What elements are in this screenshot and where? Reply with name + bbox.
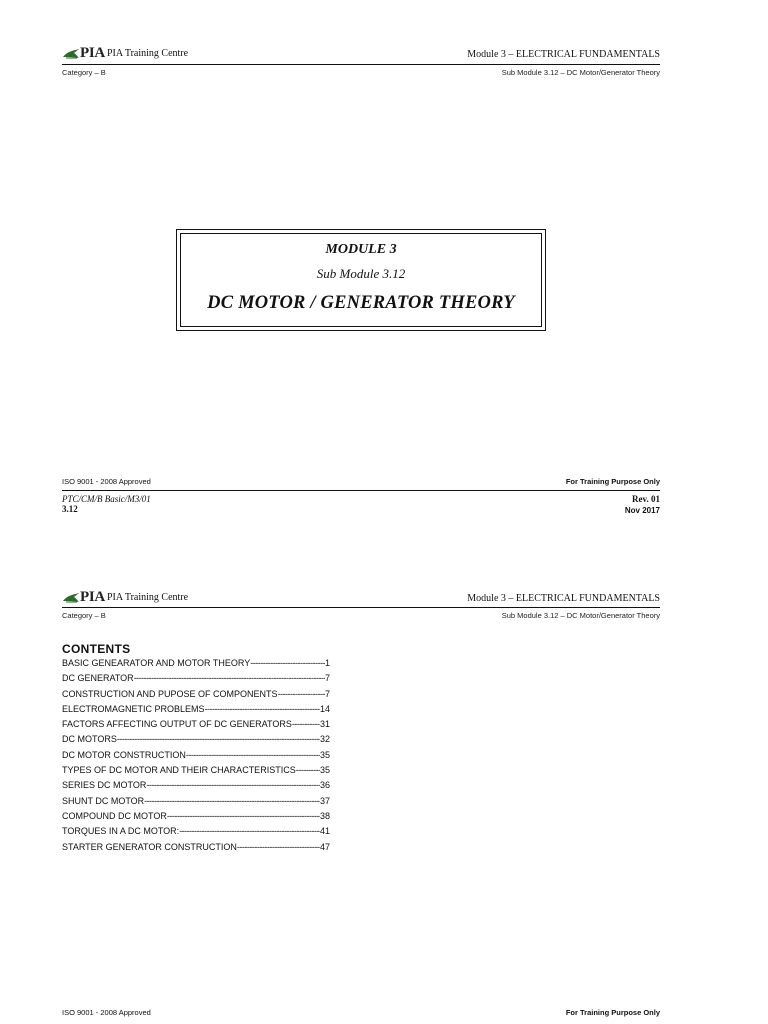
toc-item-label: CONSTRUCTION AND PUPOSE OF COMPONENTS (62, 688, 278, 699)
toc-item-label: STARTER GENERATOR CONSTRUCTION (62, 841, 237, 852)
page2-header (62, 590, 660, 606)
doc-version: 3.12 (62, 504, 78, 514)
module-title: Module 3 – ELECTRICAL FUNDAMENTALS (467, 49, 660, 60)
toc-leader (167, 809, 320, 824)
crane-logo-icon (62, 590, 80, 604)
sub-module-label: Sub Module 3.12 – DC Motor/Generator Theory (501, 68, 660, 77)
footer-rule (62, 490, 660, 491)
toc-item-page: 14 (319, 703, 330, 714)
pia-logo (62, 590, 188, 604)
toc-item[interactable] (62, 748, 330, 763)
toc-item-page: 47 (319, 841, 330, 852)
iso-label: ISO 9001 - 2008 Approved (62, 1008, 151, 1017)
toc-item[interactable] (62, 778, 330, 793)
toc-item-label: TORQUES IN A DC MOTOR: (62, 826, 180, 837)
toc-leader (250, 656, 325, 671)
toc-item-page: 41 (319, 826, 330, 837)
toc-item-label: SERIES DC MOTOR (62, 780, 147, 791)
header-rule (62, 607, 660, 608)
toc-item-label: TYPES OF DC MOTOR AND THEIR CHARACTERISTICS (62, 765, 296, 776)
toc-item-label: FACTORS AFFECTING OUTPUT OF DC GENERATORS (62, 719, 292, 730)
logo-text: PIA (80, 45, 105, 61)
logo-text: PIA (80, 589, 105, 605)
toc-item[interactable] (62, 809, 330, 824)
toc-item-label: ELECTROMAGNETIC PROBLEMS (62, 703, 205, 714)
header-rule (62, 64, 660, 65)
category-label: Category – B (62, 68, 106, 77)
toc-leader (146, 778, 320, 793)
toc-item-page: 35 (319, 765, 330, 776)
toc-item-page: 37 (319, 795, 330, 806)
toc-leader (237, 840, 320, 855)
toc-item-label: DC GENERATOR (62, 673, 134, 684)
crane-logo-icon (62, 46, 80, 60)
toc-item-page: 32 (319, 734, 330, 745)
toc-item-label: DC MOTOR CONSTRUCTION (62, 749, 186, 760)
toc-leader (144, 794, 320, 809)
toc-item-page: 7 (324, 673, 330, 684)
toc-item[interactable] (62, 763, 330, 778)
title-sub-module: Sub Module 3.12 (316, 266, 406, 281)
centre-name: PIA Training Centre (106, 592, 189, 603)
toc-leader (179, 824, 320, 839)
toc-item-page: 31 (319, 719, 330, 730)
revision-label: Rev. 01 (632, 494, 660, 504)
toc-item-label: SHUNT DC MOTOR (62, 795, 145, 806)
toc-leader (292, 717, 320, 732)
page1-subheader (62, 68, 660, 77)
pia-logo (62, 46, 188, 60)
toc-leader (134, 671, 325, 686)
toc-item[interactable] (62, 687, 330, 702)
toc-item[interactable] (62, 824, 330, 839)
page2-footer (62, 1008, 660, 1017)
toc-item-page: 35 (319, 749, 330, 760)
revision-date: Nov 2017 (624, 506, 660, 515)
purpose-label: For Training Purpose Only (565, 477, 660, 486)
toc-leader (205, 702, 320, 717)
toc-item[interactable] (62, 794, 330, 809)
contents-heading: CONTENTS (62, 642, 131, 656)
toc-item-label: COMPOUND DC MOTOR (62, 810, 167, 821)
module-title: Module 3 – ELECTRICAL FUNDAMENTALS (467, 593, 660, 604)
centre-name: PIA Training Centre (106, 48, 189, 59)
toc-leader (278, 687, 325, 702)
category-label: Category – B (62, 611, 106, 620)
iso-label: ISO 9001 - 2008 Approved (62, 477, 151, 486)
toc-leader (117, 732, 320, 747)
toc-item-label: DC MOTORS (62, 734, 117, 745)
page1-footer (62, 477, 660, 486)
doc-code: PTC/CM/B Basic/M3/01 (62, 494, 151, 504)
toc-item[interactable] (62, 840, 330, 855)
toc-item-label: BASIC GENEARATOR AND MOTOR THEORY (62, 658, 251, 668)
toc-leader (186, 748, 320, 763)
toc-item[interactable] (62, 732, 330, 747)
toc-item-page: 38 (319, 810, 330, 821)
toc-item[interactable] (62, 717, 330, 732)
toc-item-page: 36 (319, 780, 330, 791)
title-main: DC MOTOR / GENERATOR THEORY (207, 293, 515, 313)
toc-item[interactable] (62, 656, 330, 671)
page1-doc-meta (62, 494, 660, 514)
toc-item[interactable] (62, 702, 330, 717)
page1-header (62, 46, 660, 62)
toc-item-page: 1 (324, 658, 330, 668)
table-of-contents (62, 656, 330, 855)
toc-item-page: 7 (324, 688, 330, 699)
purpose-label: For Training Purpose Only (565, 1008, 660, 1017)
toc-item[interactable] (62, 671, 330, 686)
title-module: MODULE 3 (325, 242, 397, 257)
title-box (176, 229, 546, 331)
toc-leader (296, 763, 320, 778)
sub-module-label: Sub Module 3.12 – DC Motor/Generator Theory (501, 611, 660, 620)
page2-subheader (62, 611, 660, 620)
